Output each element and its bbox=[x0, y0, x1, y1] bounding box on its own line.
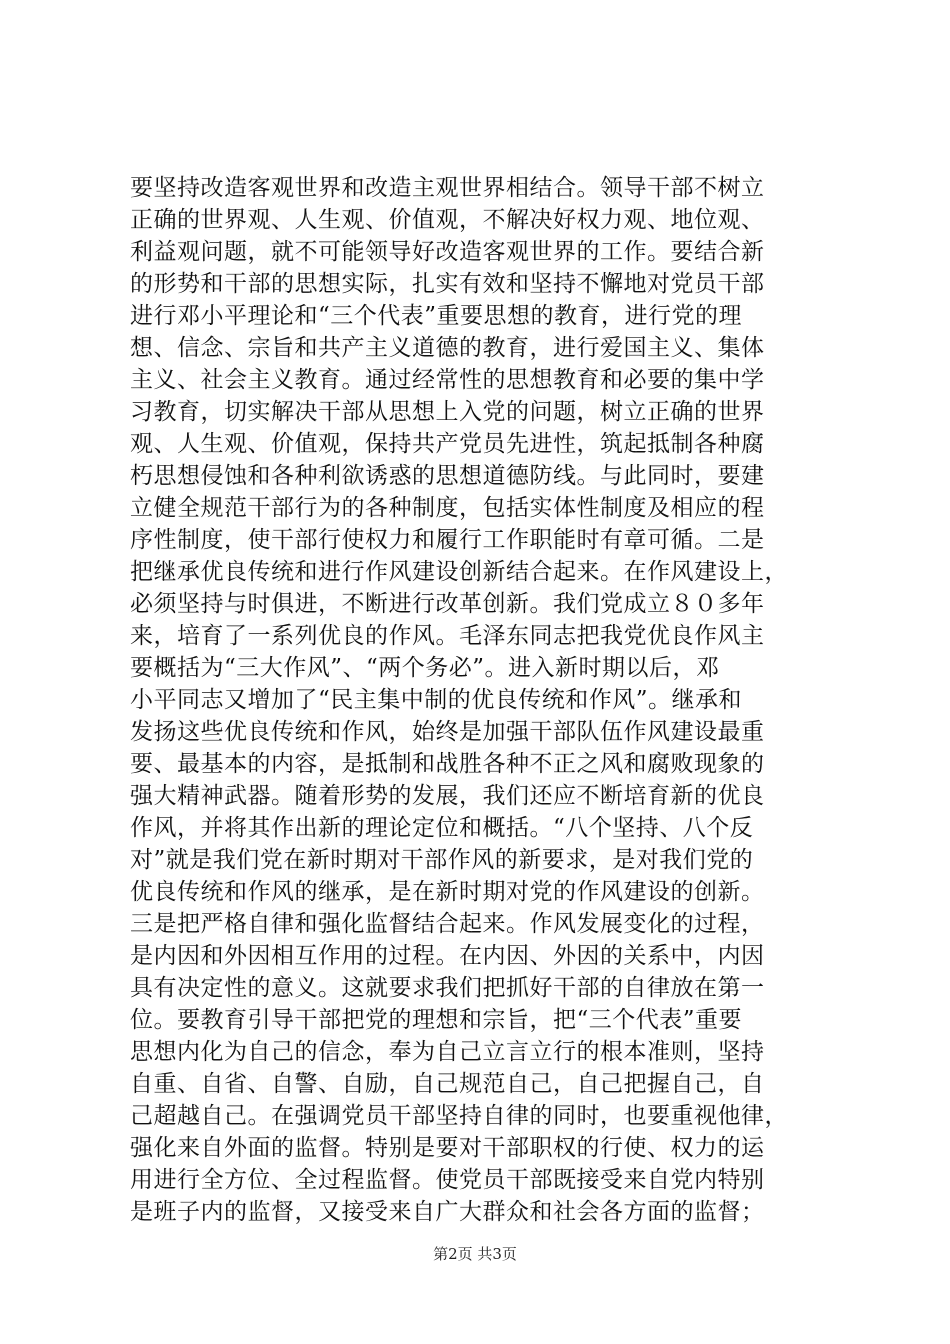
text-line: 进行邓小平理论和“三个代表”重要思想的教育，进行党的理 bbox=[130, 303, 743, 329]
body-text bbox=[130, 172, 830, 1228]
text-line: 自重、自省、自警、自励，自己规范自己，自己把握自己，自 bbox=[130, 1071, 765, 1097]
text-line: 观、人生观、价值观，保持共产党员先进性，筑起抵制各种腐 bbox=[130, 431, 765, 457]
text-line: 朽思想侵蚀和各种利欲诱惑的思想道德防线。与此同时，要建 bbox=[130, 463, 765, 489]
text-line: 想、信念、宗旨和共产主义道德的教育，进行爱国主义、集体 bbox=[130, 335, 765, 361]
text-line: 利益观问题，就不可能领导好改造客观世界的工作。要结合新 bbox=[130, 239, 765, 265]
text-line: 要、最基本的内容，是抵制和战胜各种不正之风和腐败现象的 bbox=[130, 751, 765, 777]
text-line: 立健全规范干部行为的各种制度，包括实体性制度及相应的程 bbox=[130, 495, 765, 521]
text-line: 序性制度，使干部行使权力和履行工作职能时有章可循。二是 bbox=[130, 527, 765, 553]
text-line: 要坚持改造客观世界和改造主观世界相结合。领导干部不树立 bbox=[130, 175, 765, 201]
text-line: 的形势和干部的思想实际，扎实有效和坚持不懈地对党员干部 bbox=[130, 271, 765, 297]
text-line: 习教育，切实解决干部从思想上入党的问题，树立正确的世界 bbox=[130, 399, 765, 425]
text-line: 强化来自外面的监督。特别是要对干部职权的行使、权力的运 bbox=[130, 1135, 765, 1161]
text-line: 发扬这些优良传统和作风，始终是加强干部队伍作风建设最重 bbox=[130, 719, 765, 745]
text-line: 要概括为“三大作风”、“两个务必”。进入新时期以后，邓 bbox=[130, 655, 720, 681]
text-line: 强大精神武器。随着形势的发展，我们还应不断培育新的优良 bbox=[130, 783, 765, 809]
text-line: 必须坚持与时俱进，不断进行改革创新。我们党成立８０多年 bbox=[130, 591, 765, 617]
text-line: 是班子内的监督，又接受来自广大群众和社会各方面的监督； bbox=[130, 1199, 765, 1225]
text-line: 具有决定性的意义。这就要求我们把抓好干部的自律放在第一 bbox=[130, 975, 765, 1001]
text-line: 主义、社会主义教育。通过经常性的思想教育和必要的集中学 bbox=[130, 367, 765, 393]
page-number: 第2页 共3页 bbox=[433, 1245, 517, 1263]
text-line: 小平同志又增加了“民主集中制的优良传统和作风”。继承和 bbox=[130, 687, 743, 713]
text-line: 己超越自己。在强调党员干部坚持自律的同时，也要重视他律， bbox=[130, 1103, 788, 1129]
text-line: 优良传统和作风的继承，是在新时期对党的作风建设的创新。 bbox=[130, 879, 765, 905]
text-line: 是内因和外因相互作用的过程。在内因、外因的关系中，内因 bbox=[130, 943, 765, 969]
text-line: 来，培育了一系列优良的作风。毛泽东同志把我党优良作风主 bbox=[130, 623, 765, 649]
text-line: 三是把严格自律和强化监督结合起来。作风发展变化的过程， bbox=[130, 911, 765, 937]
text-line: 思想内化为自己的信念，奉为自己立言立行的根本准则，坚持 bbox=[130, 1039, 765, 1065]
page-footer bbox=[0, 1244, 950, 1264]
text-line: 位。要教育引导干部把党的理想和宗旨，把“三个代表”重要 bbox=[130, 1007, 743, 1033]
text-line: 用进行全方位、全过程监督。使党员干部既接受来自党内特别 bbox=[130, 1167, 765, 1193]
text-line: 作风，并将其作出新的理论定位和概括。“八个坚持、八个反 bbox=[130, 815, 754, 841]
text-line: 对”就是我们党在新时期对干部作风的新要求，是对我们党的 bbox=[130, 847, 754, 873]
text-line: 把继承优良传统和进行作风建设创新结合起来。在作风建设上， bbox=[130, 559, 788, 585]
text-line: 正确的世界观、人生观、价值观，不解决好权力观、地位观、 bbox=[130, 207, 765, 233]
